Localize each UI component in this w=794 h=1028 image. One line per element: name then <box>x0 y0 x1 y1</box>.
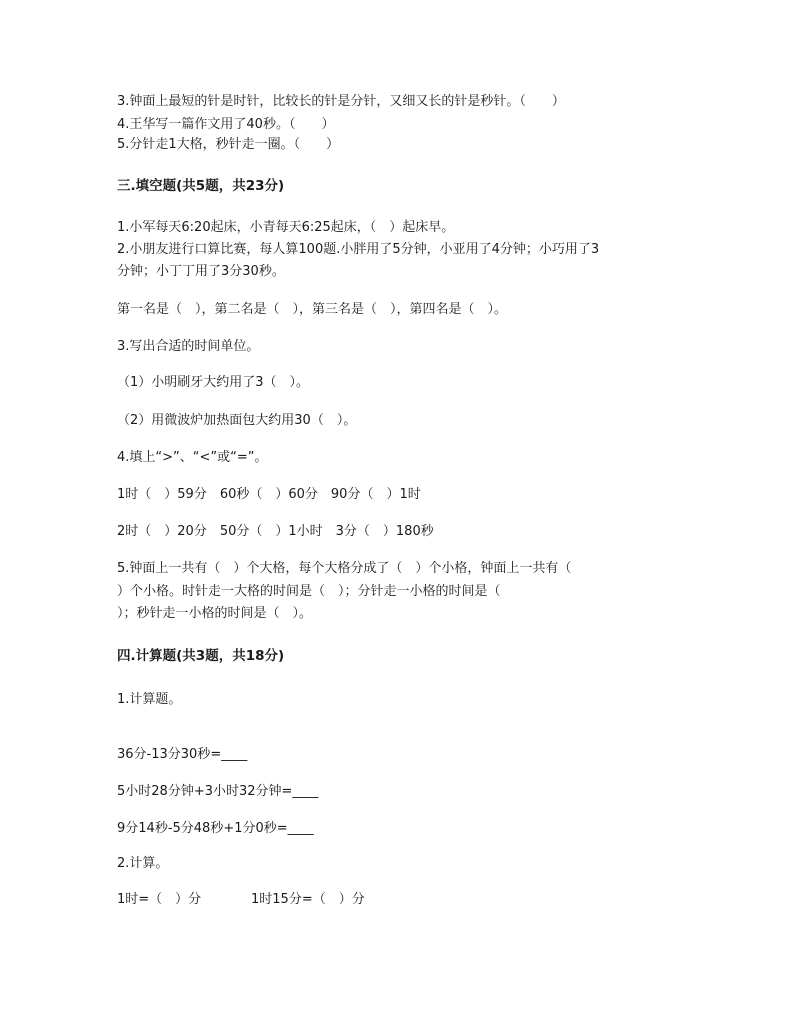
fill-question-5-line-1: 5.钟面上一共有（ ）个大格，每个大格分成了（ ）个小格，钟面上一共有（ <box>117 561 572 576</box>
fill-question-4: 4.填上“>”、“<”或“=”。 <box>117 450 268 465</box>
conversion-item-1: 1时=（ ）分 <box>117 892 202 907</box>
calc-item-1: 36分-13分30秒=____ <box>117 747 248 762</box>
fill-question-3-part-2: （2）用微波炉加热面包大约用30（ ）。 <box>117 413 357 428</box>
fill-question-2-line-2: 分钟；小丁丁用了3分30秒。 <box>117 264 285 279</box>
calc-question-2: 2.计算。 <box>117 856 169 871</box>
calc-question-1: 1.计算题。 <box>117 692 182 707</box>
fill-question-4-row-2: 2时（ ）20分 50分（ ）1小时 3分（ ）180秒 <box>117 524 434 539</box>
calc-item-2: 5小时28分钟+3小时32分钟=____ <box>117 784 319 799</box>
judge-question-3: 3.钟面上最短的针是时针，比较长的针是分针，又细又长的针是秒针。（ ） <box>117 94 565 109</box>
fill-question-4-row-1: 1时（ ）59分 60秒（ ）60分 90分（ ）1时 <box>117 487 421 502</box>
fill-question-3: 3.写出合适的时间单位。 <box>117 339 260 354</box>
fill-question-2-ranking: 第一名是（ ），第二名是（ ），第三名是（ ），第四名是（ ）。 <box>117 302 508 317</box>
fill-question-3-part-1: （1）小明刷牙大约用了3（ ）。 <box>117 375 310 390</box>
judge-question-5: 5.分针走1大格，秒针走一圈。（ ） <box>117 137 340 152</box>
section-heading-calculation: 四.计算题(共3题，共18分) <box>117 648 285 664</box>
fill-question-2-line-1: 2.小朋友进行口算比赛，每人算100题.小胖用了5分钟，小亚用了4分钟；小巧用了3 <box>117 242 600 257</box>
judge-question-4: 4.王华写一篇作文用了40秒。（ ） <box>117 117 335 132</box>
fill-question-5-line-2: ）个小格。时针走一大格的时间是（ ）；分针走一小格的时间是（ <box>117 584 501 599</box>
conversion-item-2: 1时15分=（ ）分 <box>251 892 365 907</box>
fill-question-5-line-3: ）；秒针走一小格的时间是（ ）。 <box>117 606 313 621</box>
calc-item-3: 9分14秒-5分48秒+1分0秒=____ <box>117 821 314 836</box>
fill-question-1: 1.小军每天6:20起床，小青每天6:25起床，（ ）起床早。 <box>117 220 455 235</box>
section-heading-fill-in: 三.填空题(共5题，共23分) <box>117 178 285 194</box>
